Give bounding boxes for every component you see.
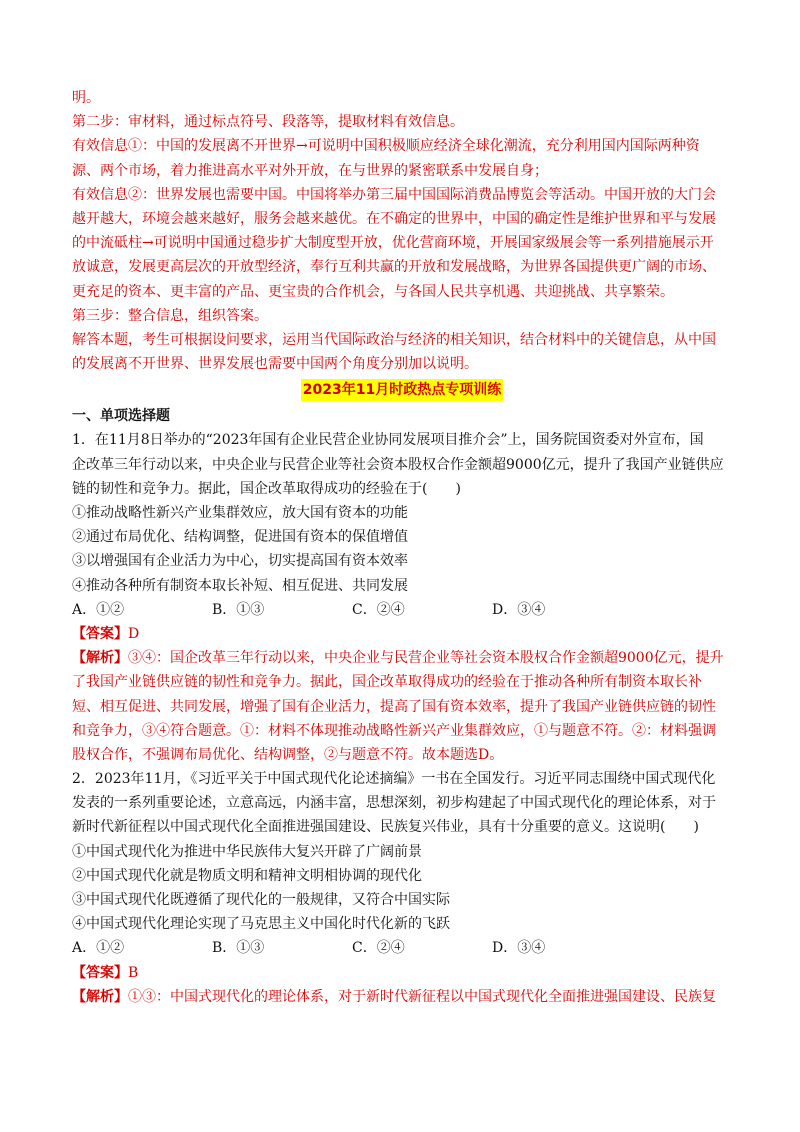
question-2 (72, 767, 732, 1009)
analysis-line: 短、相互促进、共同发展，增强了国有企业活力，提高了国有资本效率，提升了我国产业链供应链的韧性 (72, 698, 716, 715)
option-b: B．①③ (212, 601, 265, 618)
statement-item: ②中国式现代化就是物质文明和精神文明相协调的现代化 (72, 867, 422, 884)
text-line: 明。 (72, 90, 100, 106)
text-line: 更充足的资本、更丰富的产品、更宝贵的合作机会，与各国人民共享机遇、共迎挑战、共享繁荣。 (72, 283, 674, 300)
text-line: 的发展离不开世界、世界发展也需要中国两个角度分别加以说明。 (72, 356, 478, 373)
analysis-label: 【解析】 (72, 988, 128, 1005)
question-stem-line: 2．2023年11月，《习近平关于中国式现代化论述摘编》一书在全国发行。习近平同志围绕中国式现代化 (72, 771, 716, 788)
statement-item: ④中国式现代化理论实现了马克思主义中国化时代化新的飞跃 (72, 916, 450, 933)
statement-item: ③中国式现代化既遵循了现代化的一般规律，又符合中国实际 (72, 892, 450, 908)
analysis-text: ③④：国企改革三年行动以来，中央企业与民营企业等社会资本股权合作金额超9000亿元，提升 (128, 650, 724, 667)
question-stem-line: 链的韧性和竞争力。据此，国企改革取得成功的经验在于( ) (72, 480, 461, 497)
section-title: 一、单项选择题 (72, 408, 170, 425)
answer-options (72, 936, 732, 960)
analysis-line (72, 985, 732, 1009)
option-d: D．③④ (492, 601, 546, 618)
answer-line (72, 622, 732, 646)
text-line: 有效信息①：中国的发展离不开世界→可说明中国积极顺应经济全球化潮流，充分利用国内国际两种资 (72, 138, 700, 155)
text-line: 的中流砥柱→可说明中国通过稳步扩大制度型开放，优化营商环境，开展国家级展会等一系列措施展示开 (72, 235, 714, 252)
option-b: B．①③ (212, 940, 265, 957)
answer-options (72, 598, 732, 622)
analysis-text: ①③：中国式现代化的理论体系，对于新时代新征程以中国式现代化全面推进强国建设、民族复 (128, 988, 716, 1005)
analysis-line: 股权合作，不强调布局优化、结构调整，②与题意不符。故本题选D。 (72, 746, 504, 763)
option-a: A．①② (72, 601, 125, 618)
document-page (72, 86, 732, 1009)
answer-label: 【答案】 (72, 625, 128, 642)
question-stem-line: 企改革三年行动以来，中央企业与民营企业等社会资本股权合作金额超9000亿元，提升了我国产业链供应 (72, 456, 724, 473)
answer-value: B (128, 964, 139, 981)
question-stem-line: 发表的一系列重要论述，立意高远，内涵丰富，思想深刻，初步构建起了中国式现代化的理论体系，对于 (72, 795, 716, 812)
text-line: 源、两个市场，着力推进高水平对外开放，在与世界的紧密联系中发展自身； (72, 162, 548, 179)
analysis-line: 了我国产业链供应链的韧性和竞争力。据此，国企改革取得成功的经验在于推动各种所有制资本取长补 (72, 674, 702, 691)
text-line: 放诚意，发展更高层次的开放型经济，奉行互利共赢的开放和发展战略，为世界各国提供更广阔的市场、 (72, 259, 716, 276)
answer-label: 【答案】 (72, 964, 128, 981)
statement-item: ③以增强国有企业活力为中心，切实提高国有资本效率 (72, 553, 408, 570)
analysis-label: 【解析】 (72, 650, 128, 667)
statement-item: ①中国式现代化为推进中华民族伟大复兴开辟了广阔前景 (72, 843, 422, 860)
analysis-line (72, 646, 732, 670)
option-a: A．①② (72, 940, 125, 957)
question-1 (72, 428, 732, 767)
text-line: 第二步：审材料，通过标点符号、段落等，提取材料有效信息。 (72, 114, 464, 131)
text-line: 解答本题，考生可根据设问要求，运用当代国际政治与经济的相关知识，结合材料中的关键信息，从中国 (72, 331, 716, 348)
section-banner: 2023年11月时政热点专项训练 (301, 379, 503, 401)
prev-answer-block (72, 86, 732, 376)
answer-line (72, 961, 732, 985)
statement-item: ①推动战略性新兴产业集群效应，放大国有资本的功能 (72, 505, 408, 521)
statement-item: ④推动各种所有制资本取长补短、相互促进、共同发展 (72, 577, 408, 594)
text-line: 有效信息②：世界发展也需要中国。中国将举办第三届中国国际消费品博览会等活动。中国开放的大门会 (72, 186, 716, 203)
answer-value: D (128, 625, 140, 642)
question-stem-line: 新时代新征程以中国式现代化全面推进强国建设、民族复兴伟业，具有十分重要的意义。这说明( ) (72, 819, 699, 836)
statement-item: ②通过布局优化、结构调整，促进国有资本的保值增值 (72, 529, 408, 546)
option-c: C．②④ (352, 601, 405, 618)
text-line: 第三步：整合信息，组织答案。 (72, 307, 268, 324)
banner-row (72, 376, 732, 402)
option-c: C．②④ (352, 940, 405, 957)
option-d: D．③④ (492, 940, 546, 957)
text-line: 越开越大，环境会越来越好，服务会越来越优。在不确定的世界中，中国的确定性是维护世界和平与发展 (72, 210, 716, 227)
analysis-line: 和竞争力，③④符合题意。①：材料不体现推动战略性新兴产业集群效应，①与题意不符。②：材料强调 (72, 722, 716, 739)
question-stem-line: 1．在11月8日举办的“2023年国有企业民营企业协同发展项目推介会”上，国务院国资委对外宣布，国 (72, 432, 704, 449)
